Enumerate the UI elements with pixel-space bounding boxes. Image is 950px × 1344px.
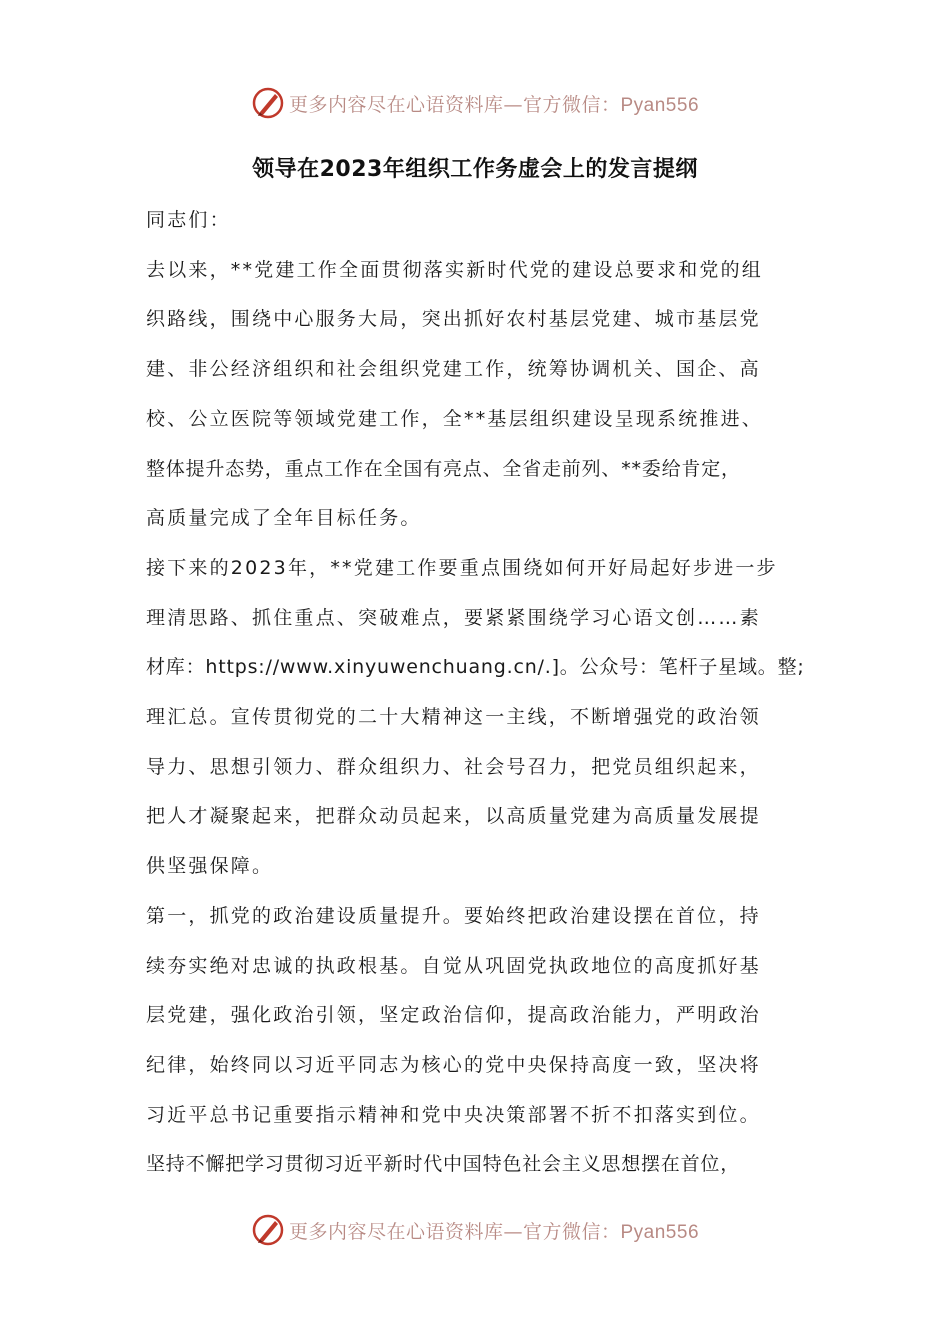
text-line: 第一，抓党的政治建设质量提升。要始终把政治建设摆在首位，持 [146, 904, 761, 927]
text-line: 理清思路、抓住重点、突破难点，要紧紧围绕学习心语文创……素 [146, 606, 761, 629]
banner-wechat-id: Pyan556 [620, 1221, 700, 1243]
text-line: 去以来，**党建工作全面贯彻落实新时代党的建设总要求和党的组 [146, 258, 764, 281]
header-banner [0, 83, 950, 123]
salutation-line: 同志们： [146, 209, 231, 231]
document-body [146, 196, 818, 1190]
text-line: 理汇总。宣传贯彻党的二十大精神这一主线，不断增强党的政治领 [146, 706, 761, 729]
text-line: 校、公立医院等领域党建工作，全**基层组织建设呈现系统推进、 [146, 407, 764, 430]
text-line: 高质量完成了全年目标任务。 [146, 507, 422, 530]
banner-wechat-id: Pyan556 [620, 94, 700, 116]
text-line: 整体提升态势，重点工作在全国有亮点、全省走前列、**委给肯定， [146, 457, 741, 480]
text-line: 层党建，强化政治引领，坚定政治信仰，提高政治能力，严明政治 [146, 1004, 761, 1027]
text-line: 续夯实绝对忠诚的执政根基。自觉从巩固党执政地位的高度抓好基 [146, 954, 761, 977]
pen-logo-icon [251, 86, 285, 120]
text-line: 导力、思想引领力、群众组织力、社会号召力，把党员组织起来， [146, 755, 761, 778]
text-line: 坚持不懈把学习贯彻习近平新时代中国特色社会主义思想摆在首位， [146, 1153, 741, 1176]
text-line: 织路线，围绕中心服务大局，突出抓好农村基层党建、城市基层党 [146, 308, 761, 331]
paragraph-1 [146, 246, 818, 544]
paragraph-2 [146, 544, 818, 892]
banner-text [289, 1217, 699, 1244]
text-line: 纪律，始终同以习近平同志为核心的党中央保持高度一致，坚决将 [146, 1053, 761, 1076]
text-line: 接下来的2023年，**党建工作要重点围绕如何开好局起好步进一步 [146, 556, 778, 579]
salutation [146, 196, 818, 246]
pen-logo-icon [251, 1213, 285, 1247]
text-line: 建、非公经济组织和社会组织党建工作，统筹协调机关、国企、高 [146, 358, 761, 381]
paragraph-3 [146, 892, 818, 1190]
text-line: 把人才凝聚起来，把群众动员起来，以高质量党建为高质量发展提 [146, 805, 761, 828]
footer-banner [0, 1210, 950, 1250]
text-line: 供坚强保障。 [146, 855, 274, 878]
banner-text [289, 90, 699, 117]
banner-main-text: 更多内容尽在心语资料库—官方微信： [288, 93, 621, 116]
text-line: 材库：https://www.xinyuwenchuang.cn/.]。公众号：笔杆子星域。整; [146, 656, 805, 679]
document-title: 领导在2023年组织工作务虚会上的发言提纲 [252, 157, 698, 182]
banner-main-text: 更多内容尽在心语资料库—官方微信： [288, 1220, 621, 1243]
text-line: 习近平总书记重要指示精神和党中央决策部署不折不扣落实到位。 [146, 1103, 761, 1126]
